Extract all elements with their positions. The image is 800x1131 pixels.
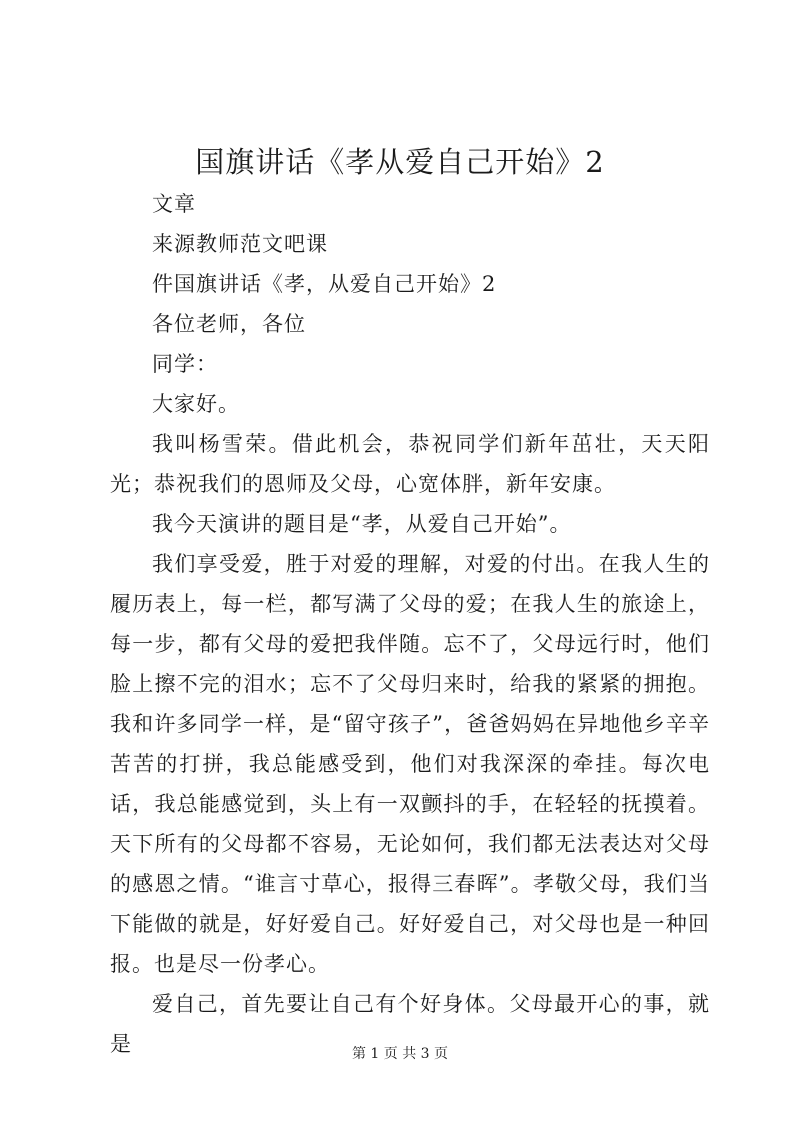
page-footer: 第 1 页 共 3 页 xyxy=(351,1046,449,1062)
paragraph: 同学： xyxy=(152,352,218,376)
paragraph: 我们享受爱，胜于对爱的理解，对爱的付出。在我人生的履历表上，每一栏，都写满了父母的爱；在我人生的旅途上，每一步，都有父母的爱把我伴随。忘不了，父母远行时，他们脸上擦不完的泪水；忘不了父母归来时，给我的紧紧的拥抱。我和许多同学一样，是“留守孩子”，爸爸妈妈在异地他乡辛辛苦苦的打拼，我总能感受到，他们对我深深的牵挂。每次电话，我总能感觉到，头上有一双颤抖的手，在轻轻的抚摸着。天下所有的父母都不容易，无论如何，我们都无法表达对父母的感恩之情。“谁言寸草心，报得三春晖”。孝敬父母，我们当下能做的就是，好好爱自己。好好爱自己，对父母也是一种回报。也是尽一份孝心。 xyxy=(110,552,710,976)
paragraph: 爱自己，首先要让自己有个好身体。父母最开心的事，就是 xyxy=(110,992,710,1056)
paragraph: 文章 xyxy=(152,192,196,216)
paragraph: 件国旗讲话《孝，从爱自己开始》2 xyxy=(152,272,497,296)
paragraph: 来源教师范文吧课 xyxy=(152,232,328,256)
paragraph: 我叫杨雪荣。借此机会，恭祝同学们新年茁壮，天天阳光；恭祝我们的恩师及父母，心宽体胖，新年安康。 xyxy=(110,432,710,496)
document-body xyxy=(110,184,710,1064)
paragraph: 大家好。 xyxy=(152,392,240,416)
paragraph: 各位老师，各位 xyxy=(152,312,306,336)
paragraph: 我今天演讲的题目是“孝，从爱自己开始”。 xyxy=(152,512,572,536)
document-title: 国旗讲话《孝从爱自己开始》2 xyxy=(195,145,605,179)
